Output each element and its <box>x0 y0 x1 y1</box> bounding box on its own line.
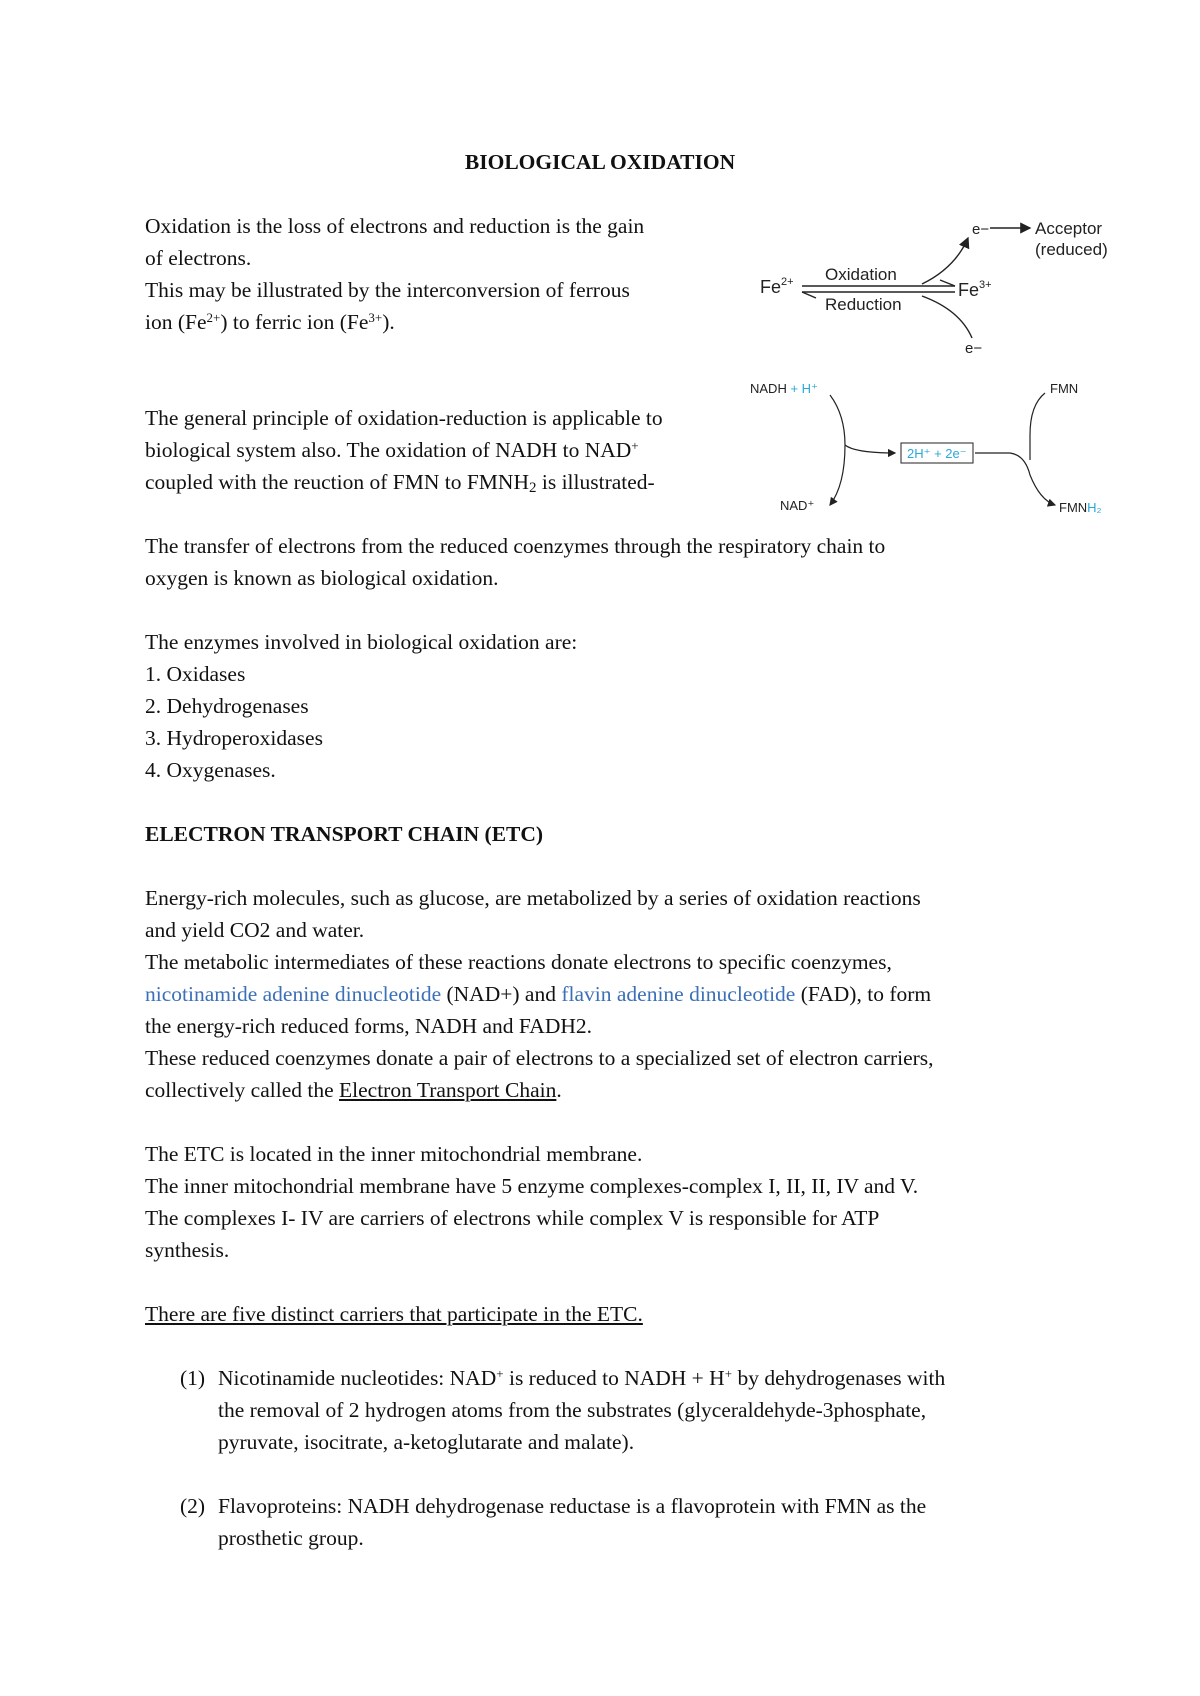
text-fragment: by dehydrogenases with <box>732 1366 946 1390</box>
carrier-number: (1) <box>180 1366 206 1390</box>
acceptor-label: Acceptor <box>1035 219 1103 238</box>
transfer-line-2: oxygen is known as biological oxidation. <box>145 566 499 590</box>
etc-line-7 <box>145 1074 562 1106</box>
text-fragment: biological system also. The oxidation of NADH to NAD <box>145 438 632 462</box>
arrow-head <box>940 280 955 286</box>
nadh-curve <box>830 395 845 505</box>
text-fragment: ) to ferric ion (Fe <box>220 310 369 334</box>
etc-line-6: These reduced coenzymes donate a pair of electrons to a specialized set of electron carriers, <box>145 1046 934 1070</box>
etc-underlined-term: Electron Transport Chain <box>339 1078 557 1102</box>
intro-line-2: of electrons. <box>145 246 252 270</box>
oxidation-label: Oxidation <box>825 265 897 284</box>
middle-to-fmnh2-arrow <box>975 453 1055 505</box>
carriers-heading: There are five distinct carriers that participate in the ETC. <box>145 1302 643 1326</box>
electron-in-curve <box>922 296 972 338</box>
nadh-to-middle-arrow <box>845 445 895 453</box>
reduction-label: Reduction <box>825 295 902 314</box>
enzyme-item: 1. Oxidases <box>145 662 246 686</box>
acceptor-state-label: (reduced) <box>1035 240 1108 259</box>
electron-bottom-label: e− <box>965 340 983 355</box>
page-title: BIOLOGICAL OXIDATION <box>464 150 736 174</box>
fmn-curve <box>1030 393 1045 460</box>
enzymes-intro: The enzymes involved in biological oxidation are: <box>145 630 578 654</box>
intro-line-4 <box>145 306 395 338</box>
text-fragment: ion (Fe <box>145 310 207 334</box>
nadh-fmn-diagram <box>745 375 1135 525</box>
carrier-1-line-2: the removal of 2 hydrogen atoms from the substrates (glyceraldehyde-3phosphate, <box>218 1398 927 1422</box>
nadh-label: NADH + H⁺ <box>750 381 818 396</box>
text-fragment: collectively called the <box>145 1078 340 1102</box>
text-fragment: Nicotinamide nucleotides: NAD <box>218 1366 497 1390</box>
nad-link[interactable]: nicotinamide adenine dinucleotide <box>145 982 442 1006</box>
fmnh2-label: FMNH₂ <box>1059 500 1102 515</box>
principle-line-2 <box>145 434 639 466</box>
electron-pair-label: 2H⁺ + 2e⁻ <box>907 446 967 461</box>
text-fragment: (NAD+) and <box>441 982 562 1006</box>
nad-label: NAD⁺ <box>780 498 815 513</box>
fe3-label: $Fe^{3+}$ <box>958 279 992 300</box>
etc2-line-4: synthesis. <box>145 1238 230 1262</box>
text-fragment: is illustrated- <box>536 470 655 494</box>
carrier-1-line-1 <box>218 1362 945 1394</box>
iron-redox-diagram <box>750 210 1130 355</box>
text-fragment: coupled with the reuction of FMN to FMNH <box>145 470 529 494</box>
text-fragment: . <box>556 1078 562 1102</box>
carrier-2-line-2: prosthetic group. <box>218 1526 364 1550</box>
enzyme-item: 2. Dehydrogenases <box>145 694 309 718</box>
etc2-line-3: The complexes I- IV are carriers of electrons while complex V is responsible for ATP <box>145 1206 880 1230</box>
electron-top-label: e− <box>972 221 990 238</box>
carrier-number: (2) <box>180 1494 206 1518</box>
superscript: 3+ <box>368 310 383 325</box>
fad-link[interactable]: flavin adenine dinucleotide <box>561 982 796 1006</box>
etc-line-4 <box>145 978 931 1010</box>
etc2-line-1: The ETC is located in the inner mitochondrial membrane. <box>145 1142 643 1166</box>
etc-line-5: the energy-rich reduced forms, NADH and FADH2. <box>145 1014 592 1038</box>
text-fragment: is reduced to NADH + H <box>503 1366 725 1390</box>
electron-out-arrow <box>922 238 968 284</box>
text-fragment: ). <box>382 310 395 334</box>
enzyme-item: 4. Oxygenases. <box>145 758 276 782</box>
etc-line-2: and yield CO2 and water. <box>145 918 365 942</box>
etc-line-1: Energy-rich molecules, such as glucose, are metabolized by a series of oxidation reactions <box>145 886 921 910</box>
principle-line-1: The general principle of oxidation-reduction is applicable to <box>145 406 663 430</box>
superscript: + <box>724 1366 733 1381</box>
enzyme-item: 3. Hydroperoxidases <box>145 726 323 750</box>
intro-line-1: Oxidation is the loss of electrons and reduction is the gain <box>145 214 645 238</box>
superscript: + <box>631 438 639 453</box>
superscript: 2+ <box>206 310 221 325</box>
subscript: 2 <box>528 480 537 496</box>
etc-heading: ELECTRON TRANSPORT CHAIN (ETC) <box>145 822 544 846</box>
text-fragment: (FAD), to form <box>795 982 932 1006</box>
arrow-head <box>802 292 816 298</box>
superscript: + <box>496 1366 504 1381</box>
fe2-label: $Fe^{2+}$ <box>760 276 794 297</box>
etc-line-3: The metabolic intermediates of these reactions donate electrons to specific coenzymes, <box>145 950 892 974</box>
intro-line-3: This may be illustrated by the interconversion of ferrous <box>145 278 630 302</box>
etc2-line-2: The inner mitochondrial membrane have 5 enzyme complexes-complex I, II, II, IV and V. <box>145 1174 919 1198</box>
carrier-1-line-3: pyruvate, isocitrate, a-ketoglutarate and malate). <box>218 1430 635 1454</box>
transfer-line-1: The transfer of electrons from the reduced coenzymes through the respiratory chain to <box>145 534 886 558</box>
carrier-2-line-1: Flavoproteins: NADH dehydrogenase reductase is a flavoprotein with FMN as the <box>218 1494 927 1518</box>
fmn-label: FMN <box>1050 381 1079 396</box>
principle-line-3 <box>145 466 655 498</box>
